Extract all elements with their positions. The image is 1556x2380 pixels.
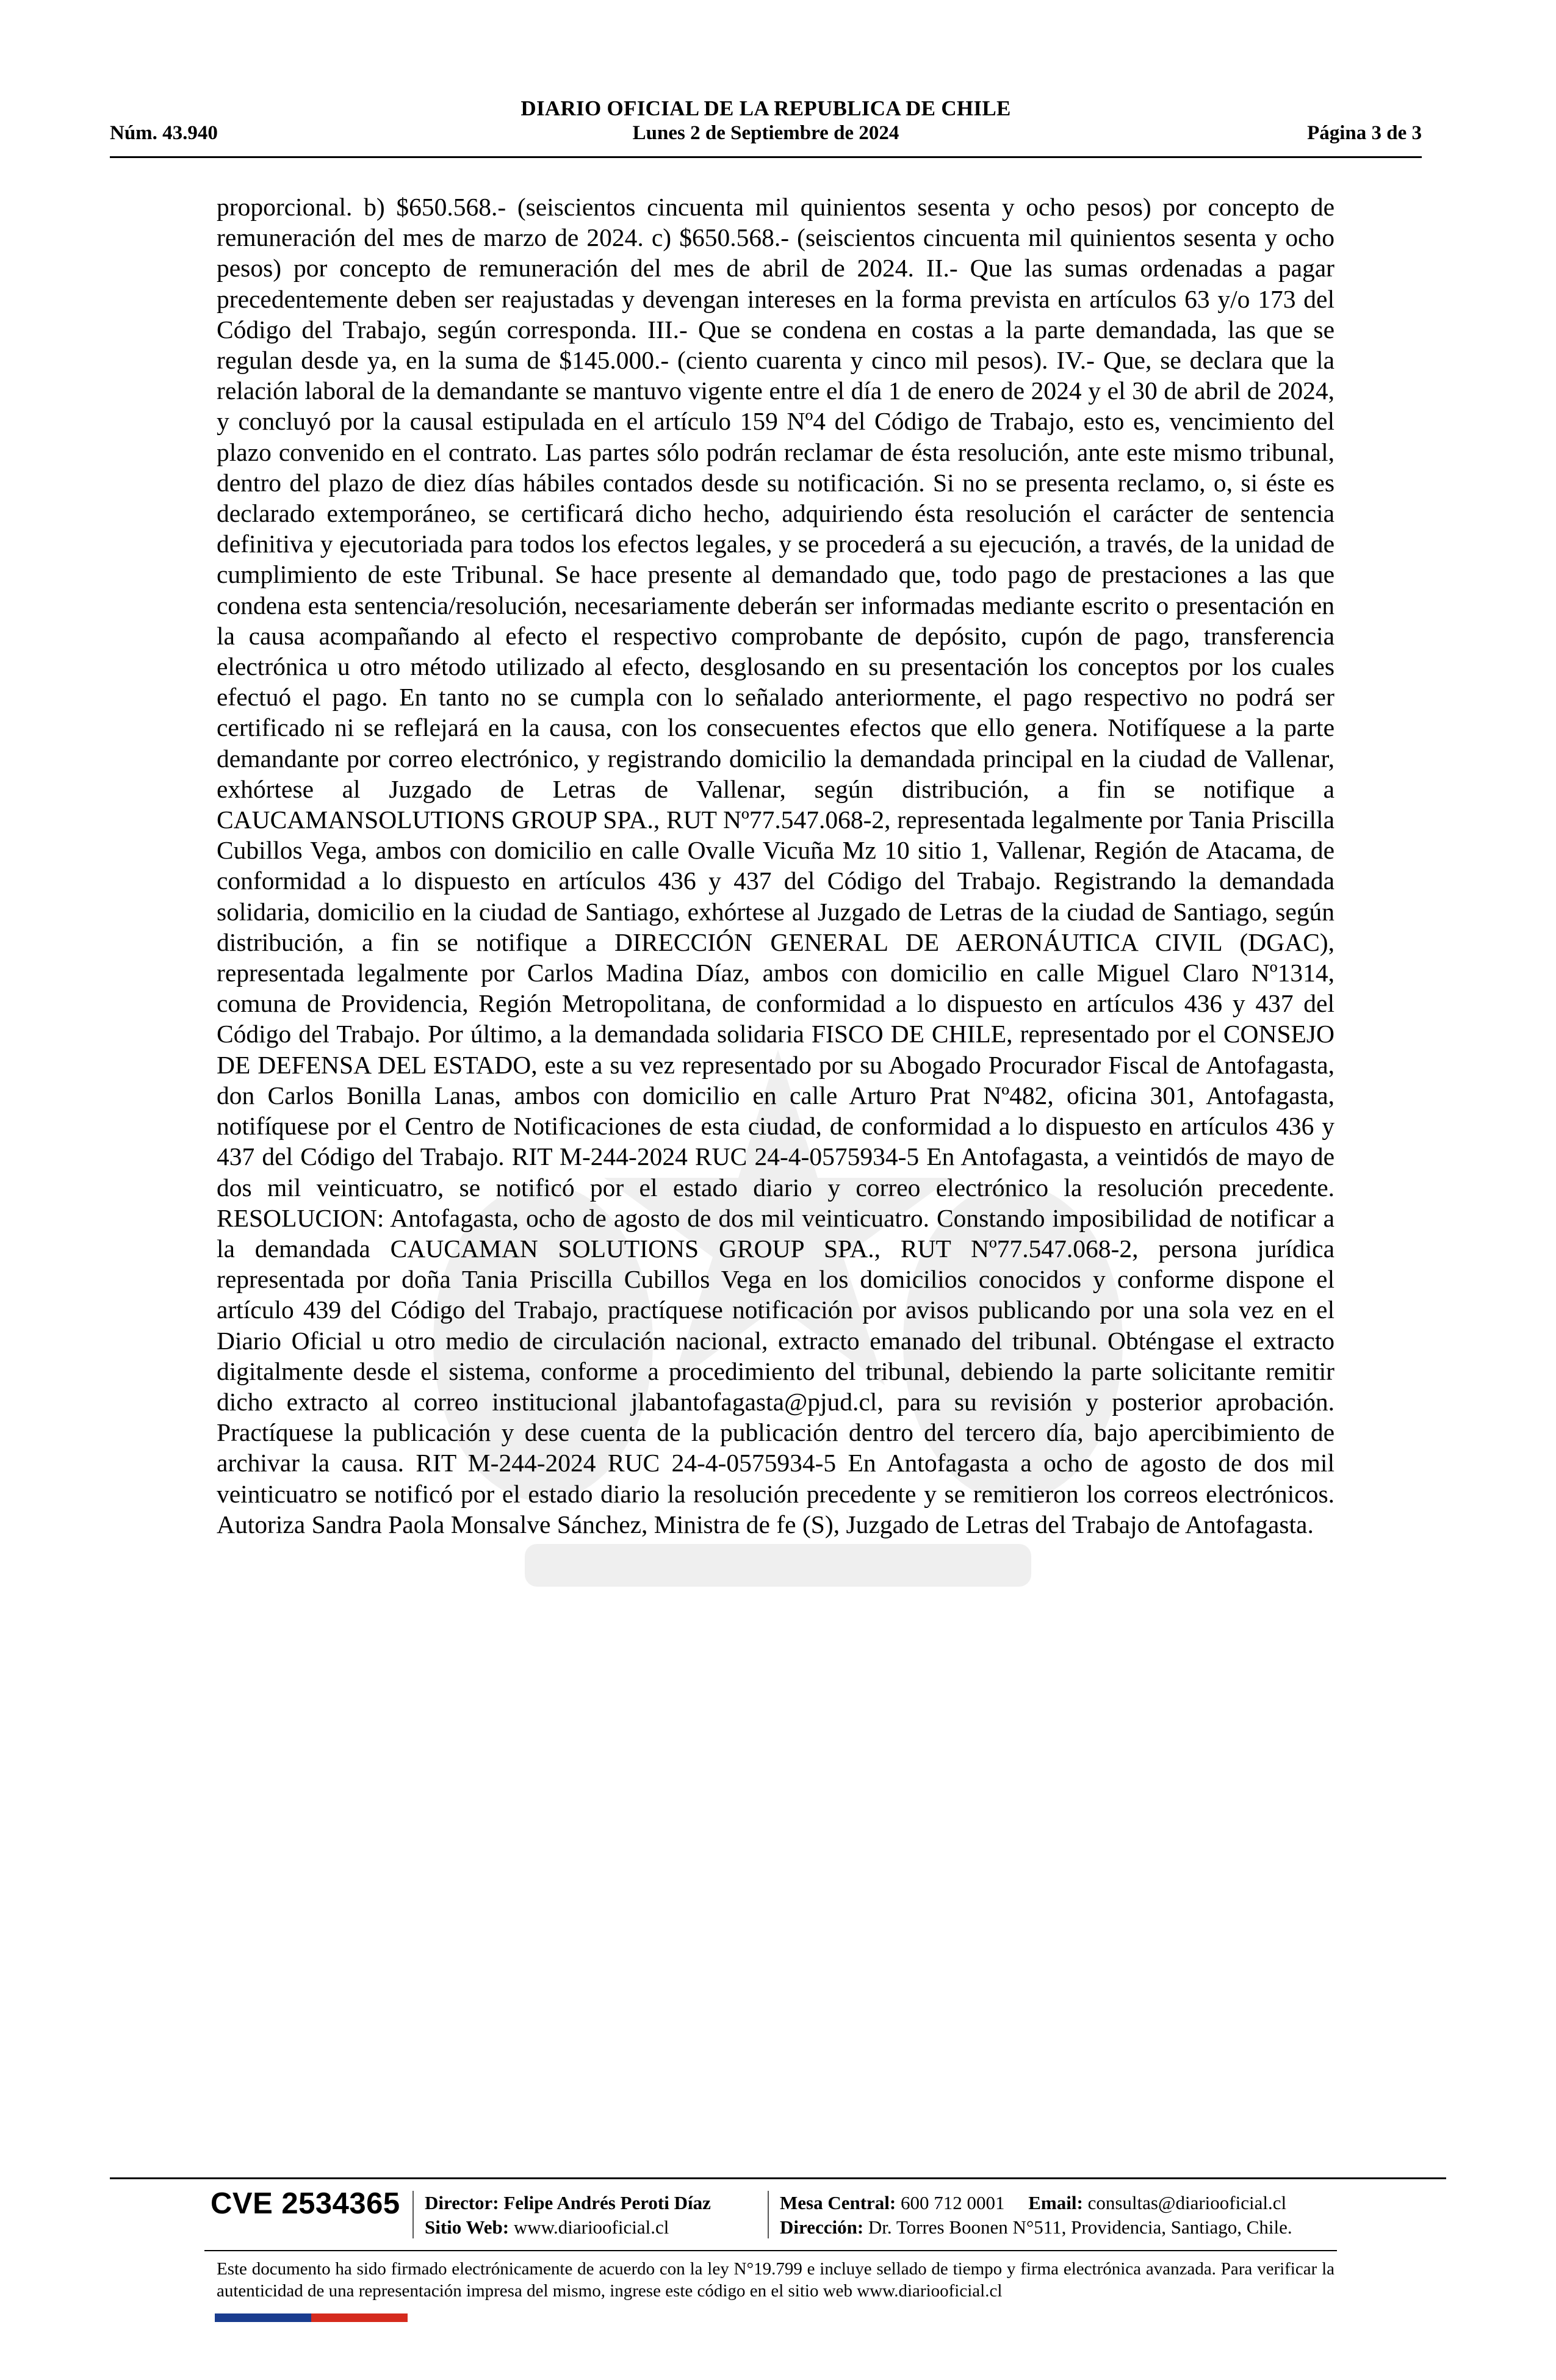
address-value: Dr. Torres Boonen N°511, Providencia, Santiago, Chile. [868, 2216, 1292, 2238]
page-header [110, 92, 1422, 157]
address-label: Dirección: [780, 2216, 864, 2238]
footer-director-block [425, 2191, 711, 2240]
site-link[interactable]: www.diariooficial.cl [513, 2216, 669, 2238]
publication-title: DIARIO OFICIAL DE LA REPUBLICA DE CHILE [520, 96, 1011, 120]
footer-top-divider [110, 2177, 1446, 2179]
email-label: Email: [1028, 2192, 1083, 2213]
header-divider [110, 156, 1422, 158]
cve-code: CVE 2534365 [211, 2187, 400, 2220]
director-name: Director: Felipe Andrés Peroti Díaz [425, 2192, 711, 2213]
footer-middle-divider [204, 2250, 1337, 2251]
mesa-label: Mesa Central: [780, 2192, 896, 2213]
flag-stripe [215, 2313, 408, 2322]
flag-red-segment [311, 2313, 408, 2322]
issue-number: Núm. 43.940 [110, 122, 218, 144]
email-link[interactable]: consultas@diariooficial.cl [1087, 2192, 1287, 2213]
footer-separator [412, 2191, 414, 2238]
issue-date: Lunes 2 de Septiembre de 2024 [632, 122, 899, 144]
site-label: Sitio Web: [425, 2216, 510, 2238]
flag-blue-segment [215, 2313, 311, 2322]
mesa-phone: 600 712 0001 [901, 2192, 1005, 2213]
footer-contact-block [780, 2191, 1292, 2240]
signature-note: Este documento ha sido firmado electrónicamente de acuerdo con la ley N°19.799 e incluye sellado de tiempo y firma electrónica avanzada. Para verificar la autenticidad de una representación impresa del mismo, ingrese este código en el sitio web www.diariooficial.cl [217, 2259, 1334, 2301]
document-body: proporcional. b) $650.568.- (seiscientos cincuenta mil quinientos sesenta y ocho pesos) por concepto de remuneración del mes de marzo de 2024. c) $650.568.- (seiscientos cincuenta mil quinientos sesenta y ocho pesos) por concepto de remuneración del mes de abril de 2024. II.- Que las sumas ordenadas a pagar precedentemente deben ser reajustadas y devengan intereses en la forma prevista en artículos 63 y/o 173 del Código del Trabajo, según corresponda. III.- Que se condena en costas a la parte demandada, las que se regulan desde ya, en la suma de $145.000.- (ciento cuarenta y cinco mil pesos). IV.- Que, se declara que la relación laboral de la demandante se mantuvo vigente entre el día 1 de enero de 2024 y el 30 de abril de 2024, y concluyó por la causal estipulada en el artículo 159 Nº4 del Código de Trabajo, esto es, vencimiento del plazo convenido en el contrato. Las partes sólo podrán reclamar de ésta resolución, ante este mismo tribunal, dentro del plazo de diez días hábiles contados desde su notificación. Si no se presenta reclamo, o, si éste es declarado extemporáneo, se certificará dicho hecho, adquiriendo ésta resolución el carácter de sentencia definitiva y ejecutoriada para todos los efectos legales, y se procederá a su ejecución, a través, de la unidad de cumplimiento de este Tribunal. Se hace presente al demandado que, todo pago de prestaciones a las que condena esta sentencia/resolución, necesariamente deberán ser informadas mediante escrito o presentación en la causa acompañando al efecto el respectivo comprobante de depósito, cupón de pago, transferencia electrónica u otro método utilizado al efecto, desglosando en su presentación los conceptos por los cuales efectuó el pago. En tanto no se cumpla con lo señalado anteriormente, el pago respectivo no podrá ser certificado ni se reflejará en la causa, con los consecuentes efectos que ello genera. Notifíquese a la parte demandante por correo electrónico, y registrando domicilio la demandada principal en la ciudad de Vallenar, exhórtese al Juzgado de Letras de Vallenar, según distribución, a fin se notifique a CAUCAMANSOLUTIONS GROUP SPA., RUT Nº77.547.068-2, representada legalmente por Tania Priscilla Cubillos Vega, ambos con domicilio en calle Ovalle Vicuña Mz 10 sitio 1, Vallenar, Región de Atacama, de conformidad a lo dispuesto en artículos 436 y 437 del Código del Trabajo. Registrando la demandada solidaria, domicilio en la ciudad de Santiago, exhórtese al Juzgado de Letras de la ciudad de Santiago, según distribución, a fin se notifique a DIRECCIÓN GENERAL DE AERONÁUTICA CIVIL (DGAC), representada legalmente por Carlos Madina Díaz, ambos con domicilio en calle Miguel Claro Nº1314, comuna de Providencia, Región Metropolitana, de conformidad a lo dispuesto en artículos 436 y 437 del Código del Trabajo. Por último, a la demandada solidaria FISCO DE CHILE, representado por el CONSEJO DE DEFENSA DEL ESTADO, este a su vez representado por su Abogado Procurador Fiscal de Antofagasta, don Carlos Bonilla Lanas, ambos con domicilio en calle Arturo Prat Nº482, oficina 301, Antofagasta, notifíquese por el Centro de Notificaciones de esta ciudad, de conformidad a lo dispuesto en artículos 436 y 437 del Código del Trabajo. RIT M-244-2024 RUC 24-4-0575934-5 En Antofagasta, a veintidós de mayo de dos mil veinticuatro, se notificó por el estado diario y correo electrónico la resolución precedente. RESOLUCION: Antofagasta, ocho de agosto de dos mil veinticuatro. Constando imposibilidad de notificar a la demandada CAUCAMAN SOLUTIONS GROUP SPA., RUT Nº77.547.068-2, persona jurídica representada por doña Tania Priscilla Cubillos Vega en los domicilios conocidos y conforme dispone el artículo 439 del Código del Trabajo, practíquese notificación por avisos publicando por una sola vez en el Diario Oficial u otro medio de circulación nacional, extracto emanado del tribunal. Obténgase el extracto digitalmente desde el sistema, conforme a procedimiento del tribunal, debiendo la parte solicitante remitir dicho extracto al correo institucional jlabantofagasta@pjud.cl, para su revisión y posterior aprobación. Practíquese la publicación y dese cuenta de la publicación dentro del tercero día, bajo apercibimiento de archivar la causa. RIT M-244-2024 RUC 24-4-0575934-5 En Antofagasta a ocho de agosto de dos mil veinticuatro se notificó por el estado diario la resolución precedente y se remitieron los correos electrónicos. Autoriza Sandra Paola Monsalve Sánchez, Ministra de fe (S), Juzgado de Letras del Trabajo de Antofagasta. [217, 193, 1334, 1538]
footer-separator [768, 2191, 769, 2238]
page-number: Página 3 de 3 [1307, 122, 1422, 144]
